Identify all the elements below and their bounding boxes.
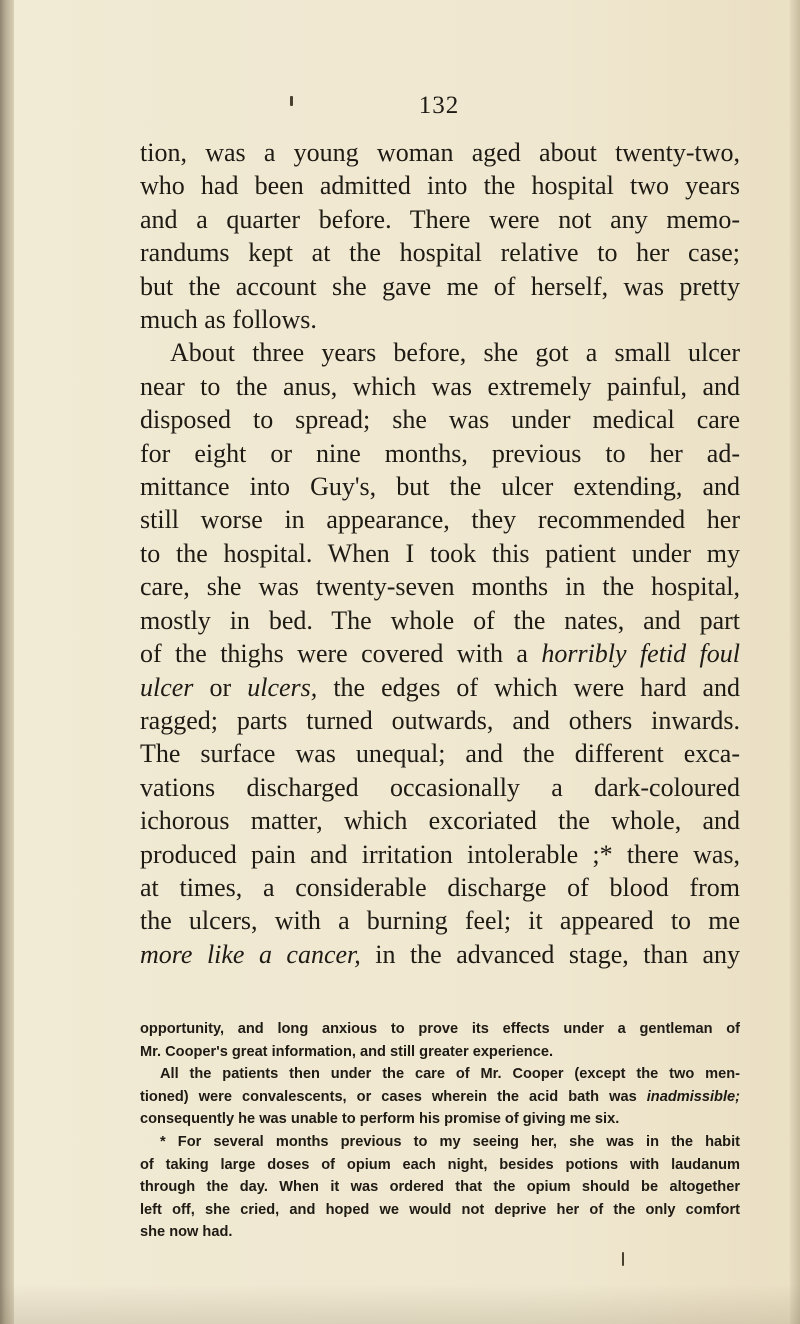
paragraph-1: [140, 136, 740, 336]
text-line: randums kept at the hospital relative to her case;: [140, 238, 740, 268]
footnote-line: of taking large doses of opium each night, besides potions with laudanum: [140, 1156, 740, 1173]
footnote-line: through the day. When it was ordered that the opium should be altogether: [140, 1179, 740, 1196]
page-bottom-shadow: [0, 1284, 800, 1324]
text-line: for eight or nine months, previous to her ad-: [140, 438, 740, 468]
text-line: tion, was a young woman aged about twenty-two,: [140, 138, 740, 167]
footnote-line: [140, 1086, 740, 1109]
footnote-italic: inadmissible;: [646, 1088, 740, 1105]
text-line: ragged; parts turned outwards, and others inwards.: [140, 705, 740, 735]
footnote-line: left off, she cried, and hoped we would not deprive her of the only comfort: [140, 1201, 740, 1218]
text-line: mittance into Guy's, but the ulcer extending, and: [140, 472, 740, 502]
italic-phrase: more like a cancer,: [140, 939, 361, 969]
footnote-line: All the patients then under the care of Mr. Cooper (except the two men-: [160, 1066, 740, 1083]
text-line: About three years before, she got a small ulcer: [170, 338, 740, 368]
page-binding-edge: [0, 0, 14, 1324]
text-line: still worse in appearance, they recommended her: [140, 505, 740, 535]
text-segment: of the thighs were covered with a: [140, 639, 528, 669]
text-segment: the edges of which were hard and: [333, 672, 741, 702]
footnote-segment: tioned) were convalescents, or cases wherein the acid bath was: [140, 1088, 637, 1105]
italic-phrase: ulcers,: [247, 672, 318, 702]
text-line: produced pain and irritation intolerable ;* there was,: [140, 839, 740, 869]
footnotes: [140, 1018, 740, 1244]
footnote-line: she now had.: [140, 1224, 233, 1241]
footnote-line: consequently he was unable to perform his promise of giving me six.: [140, 1111, 620, 1128]
footnote-line: opportunity, and long anxious to prove its effects under a gentleman of: [140, 1021, 740, 1037]
text-line: ichorous matter, which excoriated the whole, and: [140, 806, 740, 836]
text-line: mostly in bed. The whole of the nates, and part: [140, 605, 740, 635]
text-line: the ulcers, with a burning feel; it appeared to me: [140, 906, 740, 936]
footnote-line: Mr. Cooper's great information, and still greater experience.: [140, 1043, 554, 1060]
text-line: [140, 938, 740, 971]
text-line: much as follows.: [140, 305, 317, 335]
text-line: disposed to spread; she was under medical care: [140, 405, 740, 435]
text-line: [140, 671, 740, 704]
page-right-edge: [790, 0, 800, 1324]
page-number: 132: [418, 92, 460, 119]
text-line: at times, a considerable discharge of blood from: [140, 872, 740, 902]
text-line: near to the anus, which was extremely painful, and: [140, 371, 740, 401]
body-text: [140, 136, 740, 971]
italic-phrase: ulcer: [140, 672, 194, 702]
text-segment: or: [209, 672, 232, 702]
text-line: care, she was twenty-seven months in the hospital,: [140, 572, 740, 602]
print-speck: [290, 96, 293, 106]
text-line: and a quarter before. There were not any memo-: [140, 204, 740, 234]
text-segment: in the advanced stage, than any: [375, 939, 741, 969]
paragraph-2: [140, 336, 740, 971]
text-line: to the hospital. When I took this patient under my: [140, 538, 740, 568]
print-speck: [622, 1252, 624, 1266]
text-line: but the account she gave me of herself, was pretty: [140, 271, 740, 301]
text-line: who had been admitted into the hospital two years: [140, 171, 740, 201]
text-line: The surface was unequal; and the different exca-: [140, 739, 740, 769]
text-line: vations discharged occasionally a dark-coloured: [140, 772, 740, 802]
text-line: [140, 637, 740, 670]
footnote-line: * For several months previous to my seeing her, she was in the habit: [160, 1133, 740, 1150]
italic-phrase: horribly fetid foul: [541, 639, 741, 669]
